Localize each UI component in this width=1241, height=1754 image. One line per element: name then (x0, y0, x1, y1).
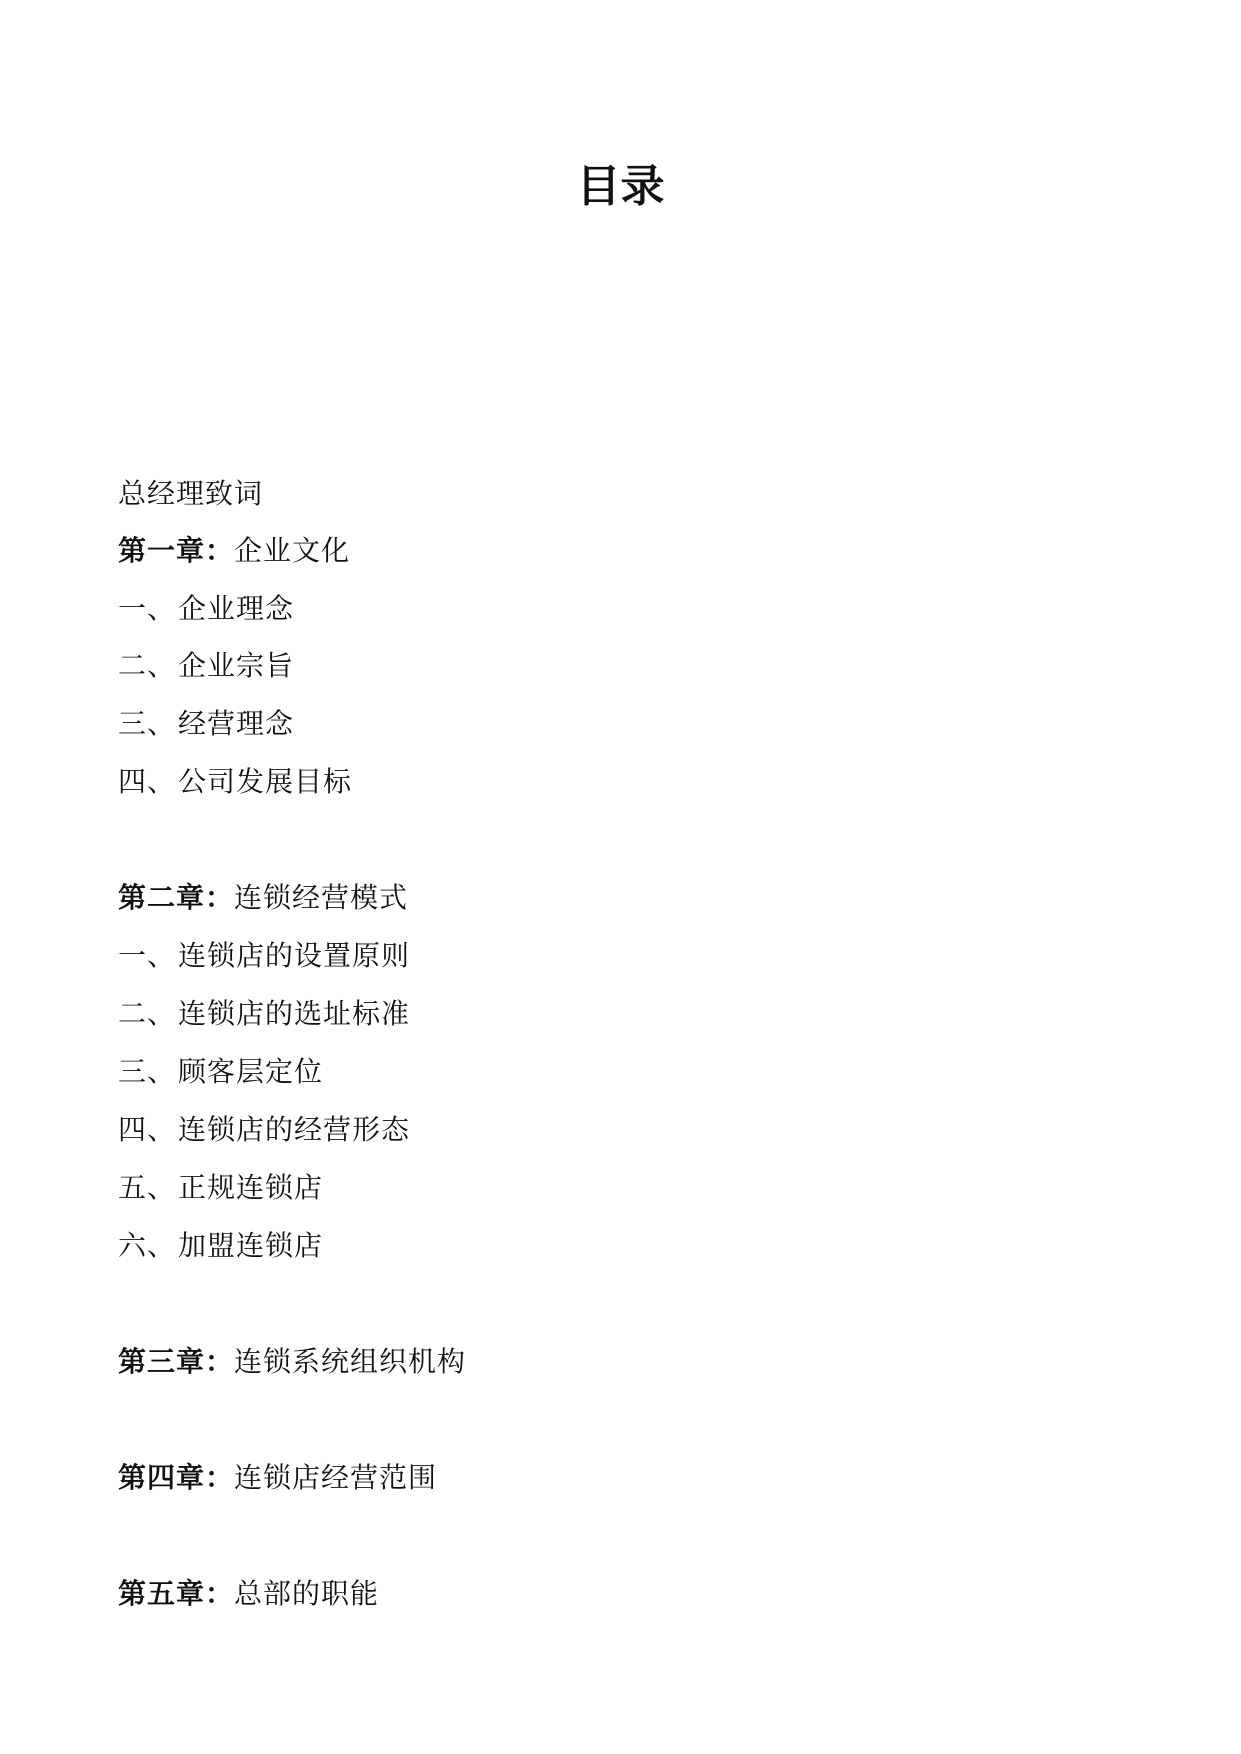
page-title: 目录 (576, 161, 665, 212)
toc-chapter-3 (118, 1345, 467, 1378)
section-title: 顾客层定位 (178, 1055, 324, 1088)
toc-section (118, 1171, 324, 1204)
section-number: 一、 (118, 939, 177, 972)
toc-chapter-1 (118, 534, 351, 567)
toc-section (118, 997, 411, 1030)
toc-chapter-4 (118, 1461, 438, 1494)
section-title: 正规连锁店 (178, 1171, 324, 1204)
toc-section (118, 592, 295, 625)
section-title: 企业宗旨 (178, 649, 295, 682)
toc-intro: 总经理致词 (118, 477, 264, 510)
chapter-title: 连锁店经营范围 (234, 1461, 438, 1494)
section-number: 一、 (118, 592, 177, 625)
chapter-title: 连锁系统组织机构 (234, 1345, 467, 1378)
section-number: 二、 (118, 997, 177, 1030)
section-number: 五、 (118, 1171, 177, 1204)
section-number: 三、 (118, 707, 177, 740)
toc-section (118, 649, 295, 682)
section-number: 三、 (118, 1055, 177, 1088)
section-title: 连锁店的选址标准 (178, 997, 411, 1030)
section-title: 连锁店的经营形态 (178, 1113, 411, 1146)
toc-section (118, 1113, 411, 1146)
section-number: 二、 (118, 649, 177, 682)
toc-chapter-5 (118, 1577, 380, 1610)
chapter-title: 企业文化 (234, 534, 351, 567)
section-title: 公司发展目标 (178, 765, 353, 798)
chapter-colon: ： (205, 1577, 235, 1610)
chapter-number: 第一章 (118, 534, 206, 567)
toc-section (118, 707, 295, 740)
toc-section (118, 1055, 324, 1088)
chapter-title: 总部的职能 (234, 1577, 380, 1610)
toc-section (118, 765, 353, 798)
chapter-colon: ： (205, 1461, 235, 1494)
chapter-number: 第三章 (118, 1345, 206, 1378)
chapter-colon: ： (205, 881, 235, 914)
chapter-colon: ： (205, 1345, 235, 1378)
section-number: 四、 (118, 1113, 177, 1146)
chapter-colon: ： (205, 534, 235, 567)
chapter-number: 第四章 (118, 1461, 206, 1494)
section-title: 加盟连锁店 (178, 1229, 324, 1262)
chapter-title: 连锁经营模式 (234, 881, 409, 914)
toc-section (118, 1229, 324, 1262)
section-title: 企业理念 (178, 592, 295, 625)
section-title: 连锁店的设置原则 (178, 939, 411, 972)
toc-section (118, 939, 411, 972)
chapter-number: 第二章 (118, 881, 206, 914)
section-title: 经营理念 (178, 707, 295, 740)
section-number: 六、 (118, 1229, 177, 1262)
chapter-number: 第五章 (118, 1577, 206, 1610)
toc-chapter-2 (118, 881, 409, 914)
section-number: 四、 (118, 765, 177, 798)
